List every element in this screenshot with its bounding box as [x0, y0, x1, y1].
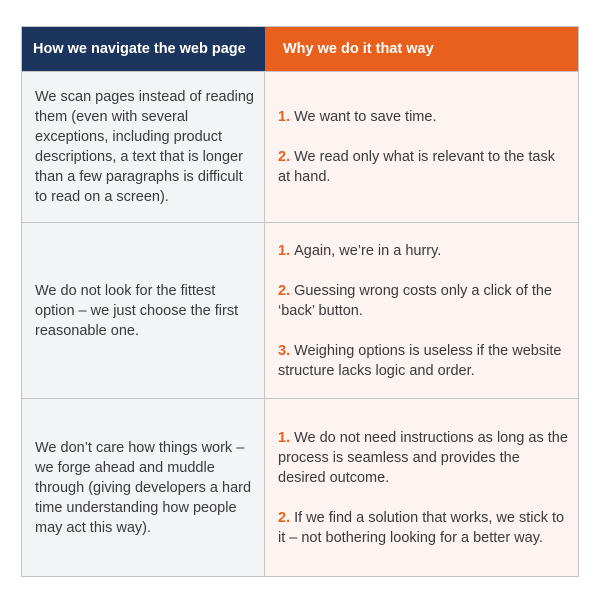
- reason-item: [278, 107, 568, 127]
- reason-item: [278, 341, 568, 381]
- reason-text: We do not need instructions as long as the process is seamless and provides the desired outcome.: [278, 429, 568, 486]
- reasons-cell: [265, 72, 578, 222]
- header-why: Why we do it that way: [265, 27, 578, 71]
- behavior-cell: We scan pages instead of reading them (even with several exceptions, including product descriptions, a text that is longer than a few paragraphs is difficult to read on a screen).: [22, 72, 265, 222]
- behavior-cell: We do not look for the fittest option – we just choose the first reasonable one.: [22, 223, 265, 398]
- reason-item: [278, 241, 568, 261]
- reason-number: 1.: [278, 242, 291, 259]
- reasons-cell: [265, 223, 578, 398]
- header-navigate: How we navigate the web page: [22, 27, 265, 71]
- table-row: [22, 222, 578, 398]
- reason-text: We read only what is relevant to the task at hand.: [278, 149, 555, 185]
- table-row: [22, 71, 578, 222]
- behavior-cell: We don’t care how things work – we forge ahead and muddle through (giving developers a hard time understanding how people may act this way).: [22, 399, 265, 576]
- reason-number: 1.: [278, 429, 291, 446]
- reasons-cell: [265, 399, 578, 576]
- reason-text: If we find a solution that works, we stick to it – not bothering looking for a better way.: [278, 509, 565, 546]
- reason-number: 2.: [278, 282, 291, 299]
- reason-text: Again, we’re in a hurry.: [294, 242, 442, 259]
- comparison-table: [21, 26, 579, 577]
- reason-text: Guessing wrong costs only a click of the ‘back’ button.: [278, 282, 552, 319]
- reason-number: 2.: [278, 509, 291, 526]
- reason-number: 2.: [278, 149, 291, 165]
- reason-item: [278, 147, 568, 187]
- reason-text: We want to save time.: [294, 109, 437, 125]
- reason-item: [278, 281, 568, 321]
- table-row: [22, 398, 578, 576]
- reason-number: 3.: [278, 342, 291, 359]
- table-header-row: [22, 27, 578, 71]
- reason-text: Weighing options is useless if the website structure lacks logic and order.: [278, 342, 562, 379]
- reason-item: [278, 508, 568, 548]
- reason-number: 1.: [278, 109, 291, 125]
- reason-item: [278, 428, 568, 488]
